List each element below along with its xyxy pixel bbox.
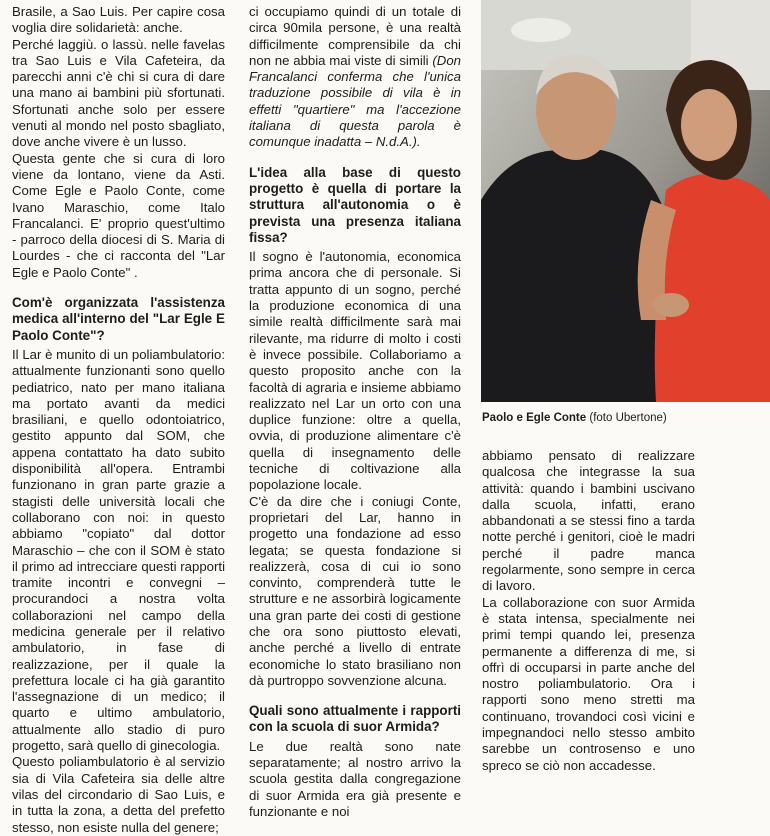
intro-paragraph: Brasile, a Sao Luis. Per capire cosa voglia dire solidarietà: anche. (12, 4, 225, 36)
paragraph (249, 4, 461, 151)
interview-question: Com'è organizzata l'assistenza medica all'interno del "Lar Egle E Paolo Conte"? (12, 295, 225, 343)
article-column-1 (12, 4, 225, 836)
photo-illustration (481, 0, 770, 402)
paragraph: Questa gente che si cura di loro viene da lontano, viene da Asti. Come Egle e Paolo Conte, come Ivano Maraschio, come Italo Francalanci. E' proprio quest'ultimo - parroco della diocesi di S. Maria di Lourdes - che ci racconta del "Lar Egle e Paolo Conte" . (12, 150, 225, 280)
caption-names: Paolo e Egle Conte (482, 412, 587, 424)
paragraph: Il sogno è l'autonomia, economica prima ancora che di personale. Si tratta appunto di un sogno, perché la produzione economica di una simile realtà difficilmente sarà mai rilevante, ma ridurre di molto i costi è invece possibile. Collaboriamo a questo proposito anche con la facoltà di agraria e insieme abbiamo realizzato nel Lar un orto con una duplice funzione: oltre a quella, ovvia, di produzione alimentare c'è quella di insegnamento delle tecniche di coltivazione alla popolazione locale. (249, 249, 461, 493)
paragraph: Perché laggiù. o lassù. nelle favelas tra Sao Luis e Vila Cafeteira, da parecchi anni c'è chi si cura di dare una mano ai bambini più sfortunati. Sfortunati anche solo per essere venuti al mondo nel posto sbagliato, dove anche vivere è un lusso. (12, 36, 225, 150)
paragraph-text: ci occupiamo quindi di un totale di circa 90mila persone, è una realtà difficilmente comprensibile da chi non ne abbia mai viste di simili (249, 4, 461, 68)
paragraph: Il Lar è munito di un poliambulatorio: attualmente funzionanti sono quello pediatrico, nato per mano italiana ma portato avanti da medici brasiliani, e quello odontoiatrico, gestito appunto dal SOM, che appena contattato ha dato subito disponibilità all'opera. Entrambi funzionano in gran parte grazie a stagisti delle università locali che collaborano con noi: in questo abbiamo "copiato" dal dottor Maraschio – che con il SOM è stato il primo ad intrecciare questi rapporti tramite incontri e convegni – procurandoci a nostra volta collaborazioni nel campo della medicina generale per il relativo ambulatorio, in fase di realizzazione, per il quale la prefettura locale ci ha già garantito l'assegnazione di un medico; il quarto e ultimo ambulatorio, attualmente allo stadio di puro progetto, sarà quello di ginecologia. (12, 346, 225, 754)
caption-credit: (foto Ubertone) (589, 412, 667, 424)
photo-paolo-egle-conte (481, 0, 770, 402)
paragraph: Le due realtà sono nate separatamente; al nostro arrivo la scuola gestita dalla congregazione di suor Armida era già presente e funzionante e noi (249, 738, 461, 819)
paragraph: abbiamo pensato di realizzare qualcosa che integrasse la sua attività: quando i bambini uscivano dalla scuola, infatti, erano abbandonati a se stessi fino a tarda notte perché i genitori, cioè le madri perché il padre manca regolarmente, sono sempre in cerca di lavoro. (482, 448, 695, 594)
paragraph: Questo poliambulatorio è al servizio sia di Vila Cafeteira sia delle altre vilas del circondario di Sao Luis, e in tutta la zona, a detta del prefetto stesso, non esiste nulla del genere; (12, 754, 225, 835)
photo-caption (482, 412, 767, 424)
paragraph: La collaborazione con suor Armida è stata intensa, specialmente nei primi tempi quando lei, presenza permanente a differenza di me, si offrì di occuparsi in parte anche del nostro poliambulatorio. Ora i rapporti sono meno stretti ma continuano, trovandoci così vicini e impegnandoci nello stesso ambito sarebbe un controsenso e uno spreco se ciò non accadesse. (482, 594, 695, 773)
paragraph: C'è da dire che i coniugi Conte, proprietari del Lar, hanno in progetto una fondazione ad esso legata; se questa fondazione si realizzerà, cosa di cui io sono convinto, comprenderà tutte le strutture e ne assorbirà logicamente una gran parte dei costi di gestione che ora sono piuttosto elevati, anche perché a livello di entrate economiche lo stato brasiliano non dà purtroppo sovvenzione alcuna. (249, 493, 461, 688)
interview-question: L'idea alla base di questo progetto è quella di portare la struttura all'autonomia o è prevista una presenza italiana fissa? (249, 164, 461, 245)
article-column-2 (249, 4, 461, 820)
article-column-3 (482, 448, 695, 774)
interview-question: Quali sono attualmente i rapporti con la scuola di suor Armida? (249, 703, 461, 735)
author-note: (Don Francalanci conferma che l'unica traduzione possibile di vila è in effetti "quartiere" ma l'accezione italiana di questa parola è comunque inadatta – N.d.A.). (249, 52, 461, 150)
